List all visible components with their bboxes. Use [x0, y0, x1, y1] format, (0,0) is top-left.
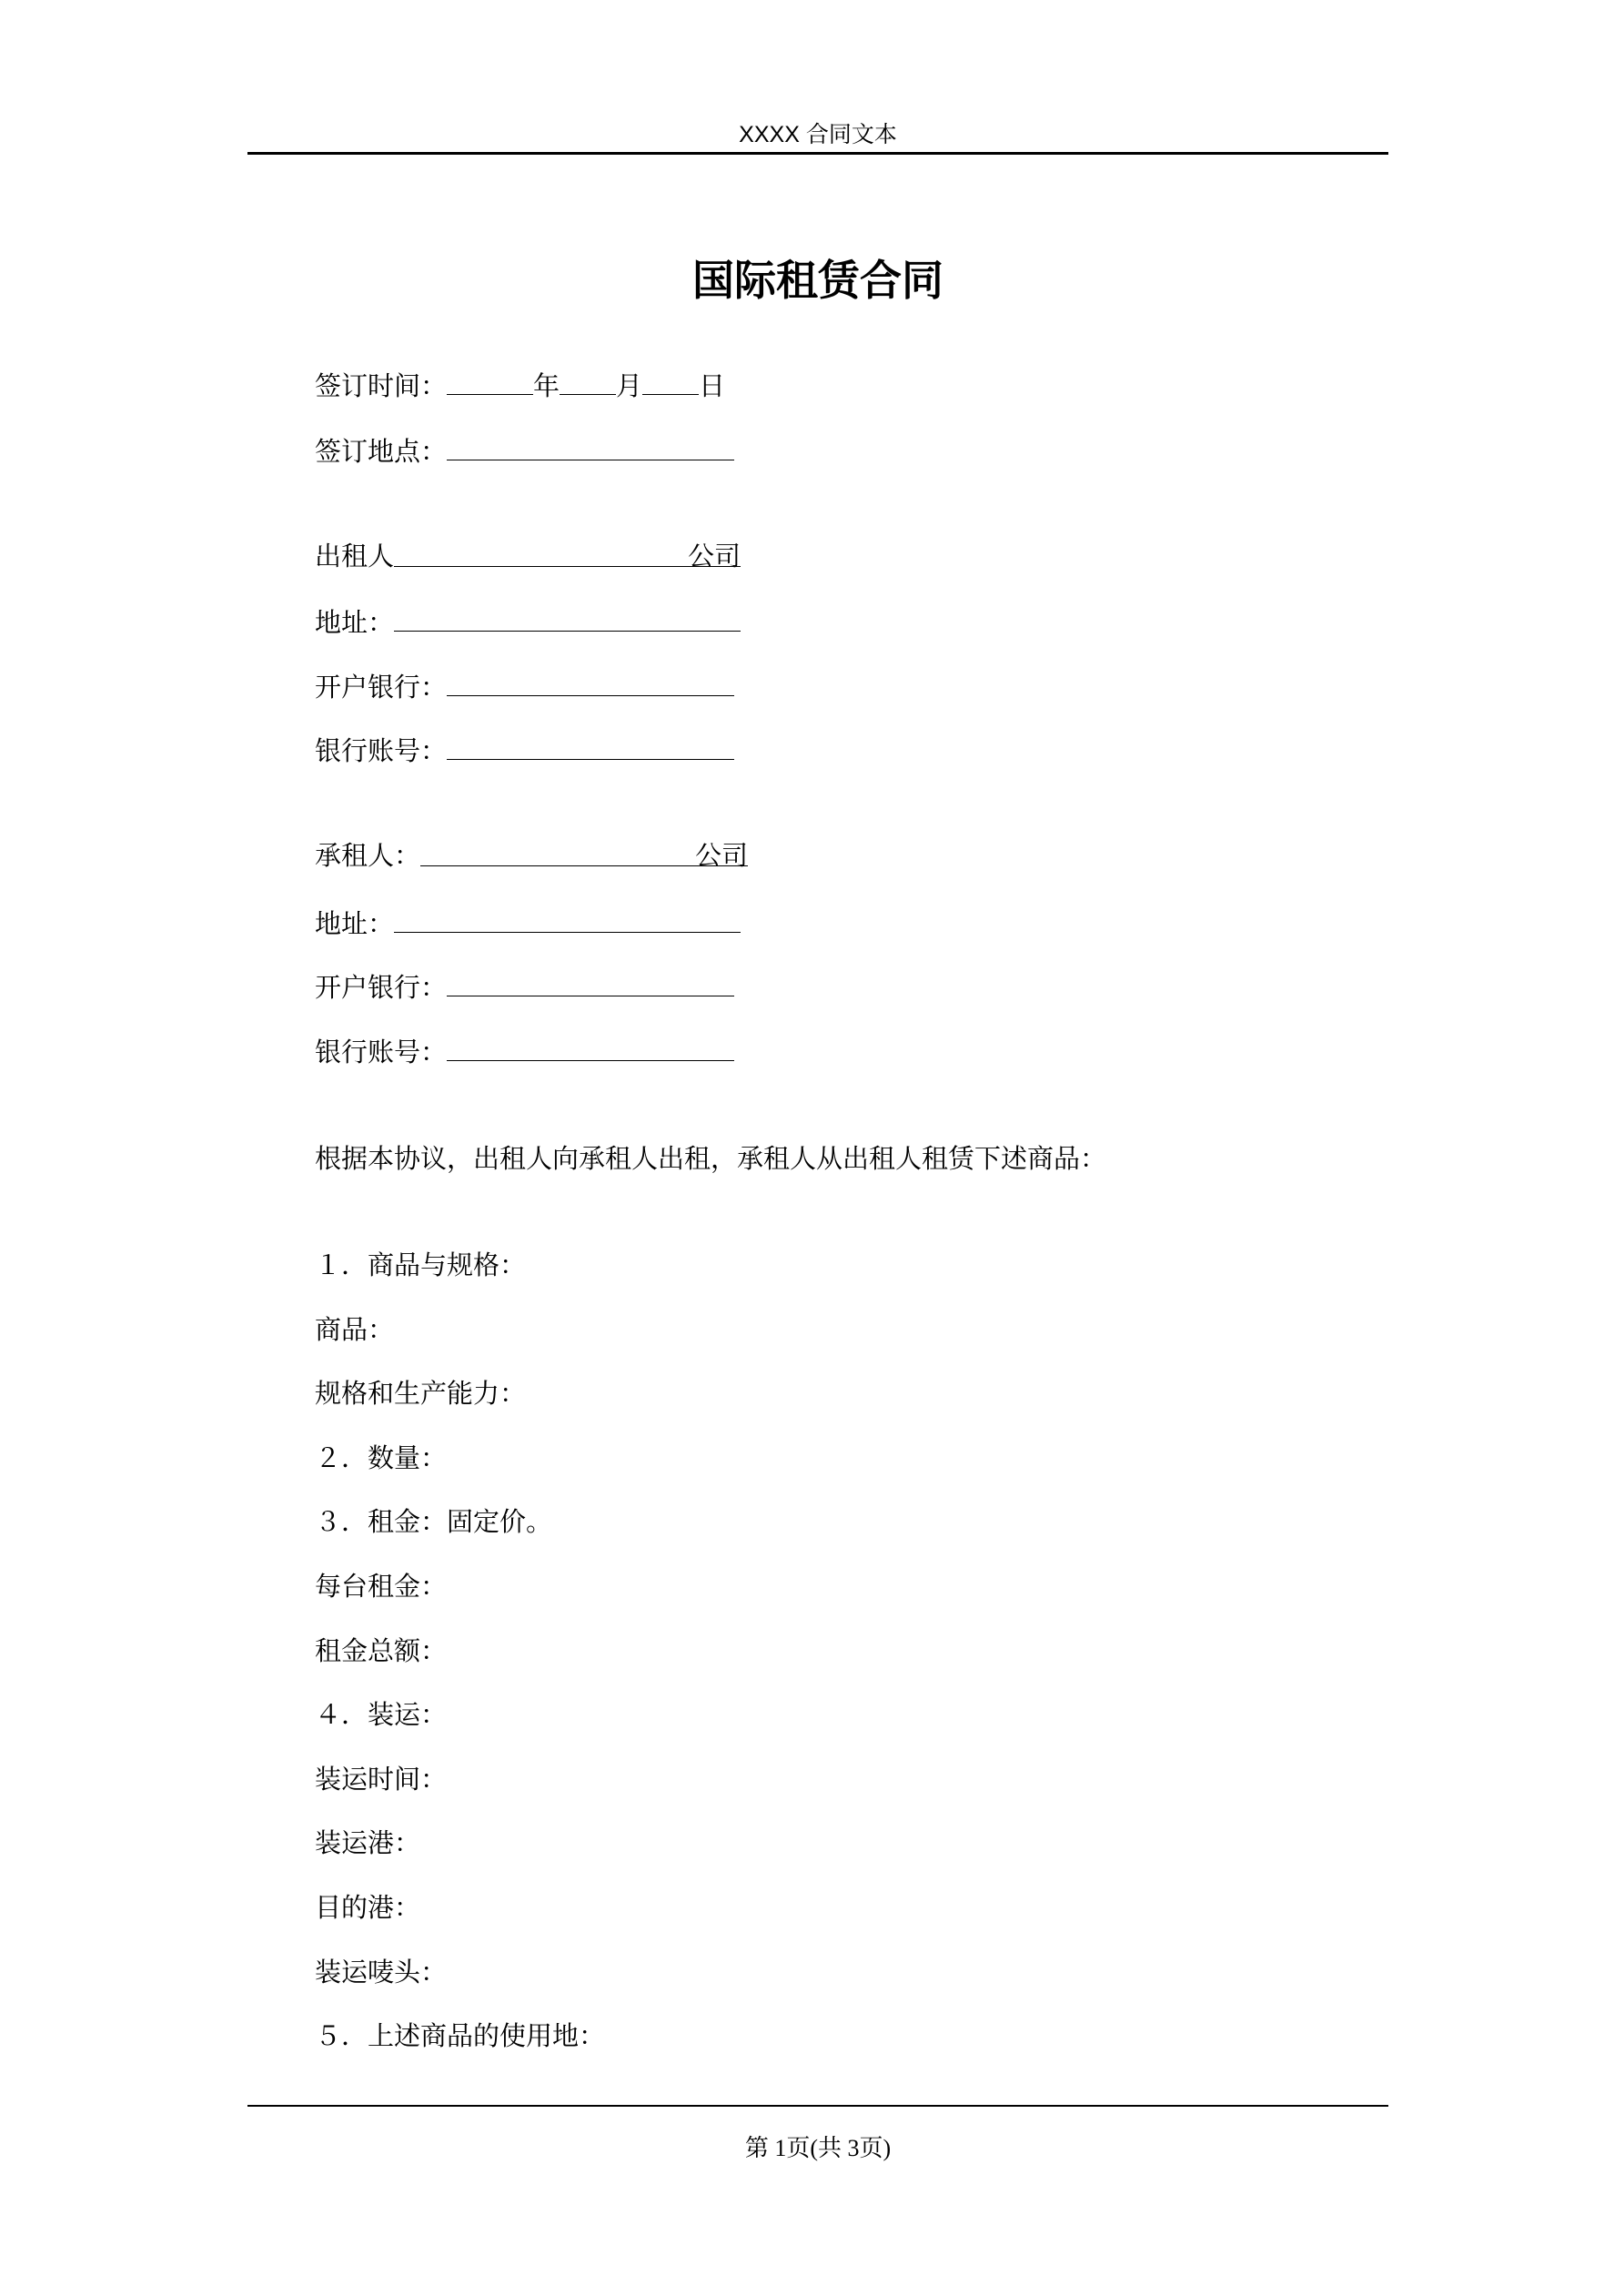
day-blank[interactable] [642, 369, 699, 395]
lessor-account-label: 银行账号： [315, 737, 448, 766]
clause-line: 规格和生产能力： [315, 1380, 527, 1410]
page-number: 第 1页(共 3页) [744, 2135, 892, 2161]
lessor-address-line [315, 605, 741, 640]
lessee-address-label: 地址： [315, 910, 395, 939]
lessee-account-blank[interactable] [447, 1035, 734, 1061]
document-title: 国际租赁合同 [692, 258, 943, 304]
lessee-bank-line [315, 970, 734, 1005]
lessee-account-label: 银行账号： [315, 1038, 448, 1067]
clause-line: ２．数量： [315, 1443, 448, 1473]
month-label: 月 [616, 372, 643, 401]
lessor-blank[interactable] [394, 541, 741, 571]
lessee-address-blank[interactable] [394, 906, 741, 933]
lessor-line [315, 541, 741, 573]
lessee-address-line [315, 906, 741, 941]
page-header: XXXX 合同文本 [739, 122, 897, 147]
clause-line: 装运唛头： [315, 1957, 448, 1988]
lessor-bank-blank[interactable] [447, 670, 734, 696]
clause-line: ４．装运： [315, 1701, 448, 1731]
lessee-line [315, 840, 748, 873]
intro-paragraph: 根据本协议，出租人向承租人出租，承租人从出租人租赁下述商品： [315, 1145, 1107, 1174]
place-blank[interactable] [447, 434, 734, 460]
sign-date-label: 签订时间： [315, 372, 448, 401]
lessor-address-blank[interactable] [394, 605, 741, 632]
sign-place-label: 签订地点： [315, 438, 448, 467]
clause-line: 租金总额： [315, 1636, 448, 1666]
lessor-account-blank[interactable] [447, 733, 734, 760]
lessor-bank-line [315, 670, 734, 704]
clause-line: 装运港： [315, 1829, 421, 1859]
clause-line: ３．租金：固定价。 [315, 1508, 553, 1538]
lessor-account-line [315, 733, 734, 768]
month-blank[interactable] [560, 369, 616, 395]
clause-line: 目的港： [315, 1894, 421, 1923]
lessor-address-label: 地址： [315, 609, 395, 638]
lessee-bank-label: 开户银行： [315, 974, 448, 1003]
lessee-label: 承租人： [315, 842, 421, 871]
sign-place-line [315, 434, 734, 469]
clause-line: 装运时间： [315, 1765, 448, 1795]
clause-line: ５．上述商品的使用地： [315, 2022, 606, 2052]
year-blank[interactable] [447, 369, 533, 395]
clause-line: 每台租金： [315, 1573, 448, 1602]
lessor-bank-label: 开户银行： [315, 673, 448, 703]
lessee-suffix: 公司 [695, 842, 749, 871]
day-label: 日 [699, 372, 726, 401]
clause-line: １．商品与规格： [315, 1251, 527, 1280]
lessee-blank[interactable] [420, 840, 749, 871]
lessor-suffix: 公司 [688, 542, 741, 571]
lessor-label: 出租人 [315, 542, 395, 571]
header-divider [247, 152, 1388, 155]
footer-divider [247, 2105, 1388, 2107]
sign-date-line [315, 369, 725, 403]
lessee-account-line [315, 1035, 734, 1069]
lessee-bank-blank[interactable] [447, 970, 734, 996]
clause-line: 商品： [315, 1315, 395, 1345]
year-label: 年 [533, 372, 560, 401]
